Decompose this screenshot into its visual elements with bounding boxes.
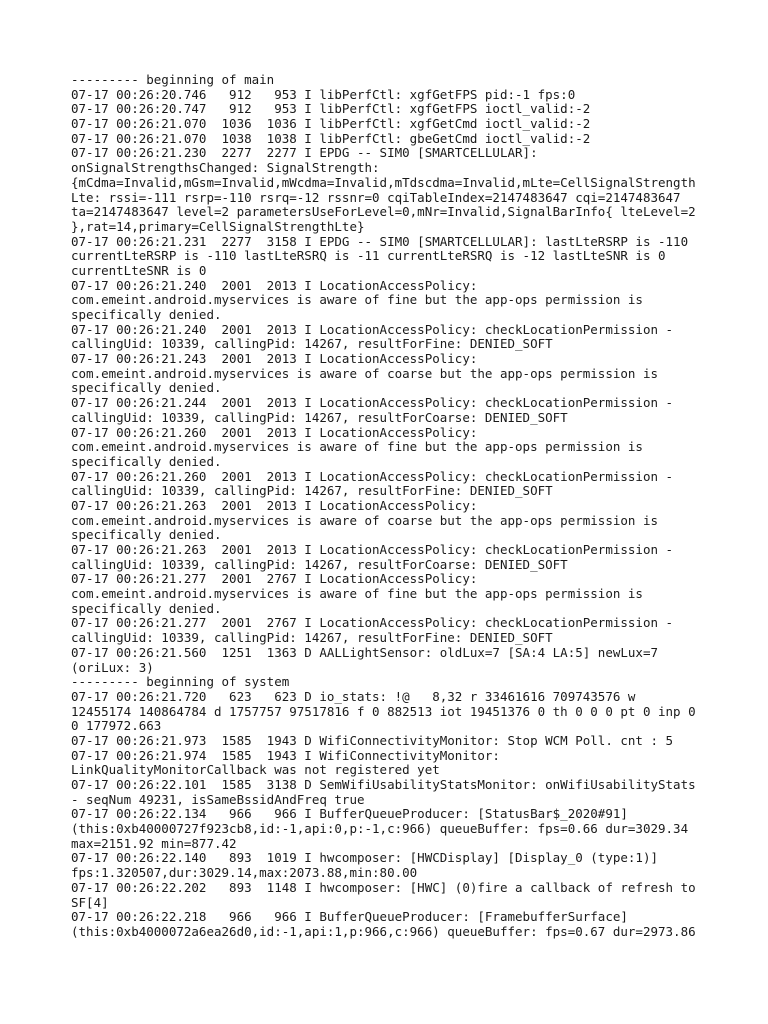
log-line: 07-17 00:26:21.277 2001 2767 I LocationAccessPolicy: (71, 571, 478, 587)
log-line: callingUid: 10339, callingPid: 14267, resultForFine: DENIED_SOFT (71, 483, 553, 499)
log-line: - seqNum 49231, isSameBssidAndFreq true (71, 791, 365, 807)
log-line: 07-17 00:26:22.218 966 966 I BufferQueueProducer: [FramebufferSurface] (71, 909, 628, 925)
log-line: specifically denied. (71, 307, 222, 322)
log-text (71, 73, 703, 940)
log-line: 07-17 00:26:22.134 966 966 I BufferQueueProducer: [StatusBar$_2020#91] (71, 806, 628, 822)
log-line: fps:1.320507,dur:3029.14,max:2073.88,min:80.00 (71, 865, 418, 881)
log-line: max=2151.92 min=877.42 (71, 835, 237, 851)
log-line: specifically denied. (71, 600, 222, 616)
log-line: 07-17 00:26:21.974 1585 1943 I WifiConnectivityMonitor: (71, 747, 500, 763)
log-line: (this:0xb40000727f923cb8,id:-1,api:0,p:-1,c:966) queueBuffer: fps=0.66 dur=3029.34 (71, 821, 689, 837)
log-line: com.emeint.android.myservices is aware of coarse but the app-ops permission is (71, 512, 658, 528)
log-line: com.emeint.android.myservices is aware of coarse but the app-ops permission is (71, 365, 658, 381)
log-line: 07-17 00:26:21.244 2001 2013 I LocationAccessPolicy: checkLocationPermission - (71, 395, 674, 411)
log-line: },rat=14,primary=CellSignalStrengthLte} (71, 218, 365, 234)
log-line: 07-17 00:26:21.070 1038 1038 I libPerfCtl: gbeGetCmd ioctl_valid:-2 (71, 130, 591, 146)
log-line: --------- beginning of main (71, 72, 275, 87)
log-line: 07-17 00:26:21.560 1251 1363 D AALLightSensor: oldLux=7 [SA:4 LA:5] newLux=7 (71, 644, 658, 660)
log-line: 07-17 00:26:20.747 912 953 I libPerfCtl: xgfGetFPS ioctl_valid:-2 (71, 101, 591, 117)
log-line: 07-17 00:26:22.101 1585 3138 D SemWifiUsabilityStatsMonitor: onWifiUsabilityStats (71, 777, 696, 792)
log-line: 07-17 00:26:21.263 2001 2013 I LocationAccessPolicy: (71, 497, 478, 513)
log-line: callingUid: 10339, callingPid: 14267, resultForFine: DENIED_SOFT (71, 630, 553, 646)
log-line: specifically denied. (71, 453, 222, 469)
log-line: 07-17 00:26:22.202 893 1148 I hwcomposer: [HWC] (0)fire a callback of refresh to (71, 879, 696, 895)
log-line: 07-17 00:26:21.231 2277 3158 I EPDG -- SIM0 [SMARTCELLULAR]: lastLteRSRP is -110 (71, 233, 689, 249)
log-line: callingUid: 10339, callingPid: 14267, resultForCoarse: DENIED_SOFT (71, 409, 568, 425)
log-line: 07-17 00:26:21.973 1585 1943 D WifiConnectivityMonitor: Stop WCM Poll. cnt : 5 (71, 732, 674, 748)
log-line: callingUid: 10339, callingPid: 14267, resultForFine: DENIED_SOFT (71, 336, 553, 352)
log-line: com.emeint.android.myservices is aware of fine but the app-ops permission is (71, 586, 643, 602)
log-line: 07-17 00:26:21.720 623 623 D io_stats: !@ 8,32 r 33461616 709743576 w (71, 688, 636, 704)
log-line: 07-17 00:26:21.230 2277 2277 I EPDG -- SIM0 [SMARTCELLULAR]: (71, 145, 538, 161)
log-line: currentLteSNR is 0 (71, 262, 207, 278)
log-line: 0 177972.663 (71, 718, 162, 734)
log-line: currentLteRSRP is -110 lastLteRSRQ is -11 currentLteRSRQ is -12 lastLteSNR is 0 (71, 248, 666, 264)
log-line: com.emeint.android.myservices is aware of fine but the app-ops permission is (71, 292, 643, 308)
log-line: 07-17 00:26:21.260 2001 2013 I LocationAccessPolicy: checkLocationPermission - (71, 468, 674, 484)
log-line: 07-17 00:26:21.243 2001 2013 I LocationAccessPolicy: (71, 351, 478, 367)
log-line: 07-17 00:26:21.070 1036 1036 I libPerfCtl: xgfGetCmd ioctl_valid:-2 (71, 116, 591, 132)
log-line: specifically denied. (71, 380, 222, 396)
log-line: (oriLux: 3) (71, 659, 154, 675)
log-line: callingUid: 10339, callingPid: 14267, resultForCoarse: DENIED_SOFT (71, 556, 568, 572)
log-line: com.emeint.android.myservices is aware of fine but the app-ops permission is (71, 439, 643, 455)
log-line: 07-17 00:26:21.260 2001 2013 I LocationAccessPolicy: (71, 424, 478, 440)
log-line: ta=2147483647 level=2 parametersUseForLevel=0,mNr=Invalid,SignalBarInfo{ lteLevel=2 (71, 204, 696, 220)
log-line: 12455174 140864784 d 1757757 97517816 f 0 882513 iot 19451376 0 th 0 0 0 pt 0 inp 0 (71, 703, 696, 719)
log-line: LinkQualityMonitorCallback was not registered yet (71, 762, 440, 778)
log-line: 07-17 00:26:21.240 2001 2013 I LocationAccessPolicy: (71, 277, 478, 293)
log-line: 07-17 00:26:21.277 2001 2767 I LocationAccessPolicy: checkLocationPermission - (71, 615, 674, 631)
log-line: --------- beginning of system (71, 674, 290, 690)
log-line: SF[4] (71, 894, 109, 910)
log-line: {mCdma=Invalid,mGsm=Invalid,mWcdma=Invalid,mTdscdma=Invalid,mLte=CellSignalStrength (71, 174, 696, 190)
log-line: (this:0xb4000072a6ea26d0,id:-1,api:1,p:966,c:966) queueBuffer: fps=0.67 dur=2973.86 (71, 923, 696, 939)
log-line: onSignalStrengthsChanged: SignalStrength: (71, 160, 380, 176)
log-line: Lte: rssi=-111 rsrp=-110 rsrq=-12 rssnr=0 cqiTableIndex=2147483647 cqi=2147483647 (71, 189, 681, 205)
log-line: 07-17 00:26:21.263 2001 2013 I LocationAccessPolicy: checkLocationPermission - (71, 542, 674, 557)
log-line: 07-17 00:26:20.746 912 953 I libPerfCtl: xgfGetFPS pid:-1 fps:0 (71, 86, 576, 102)
log-line: specifically denied. (71, 527, 222, 543)
log-line: 07-17 00:26:21.240 2001 2013 I LocationAccessPolicy: checkLocationPermission - (71, 321, 674, 337)
log-line: 07-17 00:26:22.140 893 1019 I hwcomposer: [HWCDisplay] [Display_0 (type:1)] (71, 850, 658, 866)
